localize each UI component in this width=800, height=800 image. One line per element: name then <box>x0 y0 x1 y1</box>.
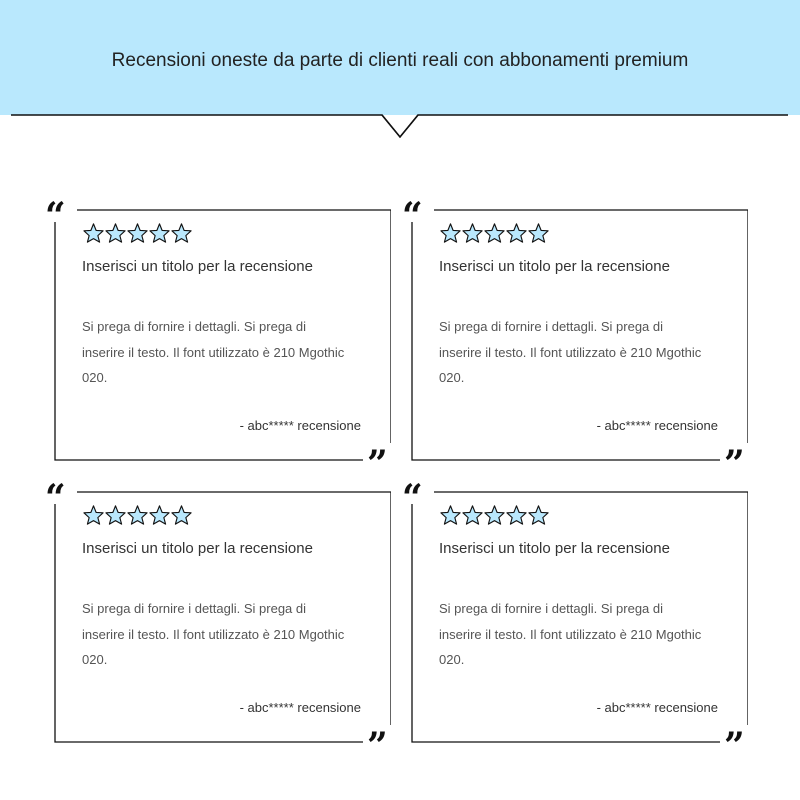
star-rating <box>440 505 549 525</box>
star-icon <box>171 505 192 525</box>
star-icon <box>83 223 104 243</box>
review-title: Inserisci un titolo per la recensione <box>439 540 670 557</box>
review-card <box>402 477 748 767</box>
review-card <box>45 195 391 485</box>
page-title: Recensioni oneste da parte di clienti reali con abbonamenti premium <box>111 50 689 71</box>
star-icon <box>127 505 148 525</box>
star-icon <box>105 223 126 243</box>
star-rating <box>83 505 192 525</box>
review-title: Inserisci un titolo per la recensione <box>439 258 670 275</box>
star-icon <box>440 505 461 525</box>
star-icon <box>83 505 104 525</box>
star-icon <box>462 223 483 243</box>
review-author: - abc***** recensione <box>239 418 361 433</box>
star-icon <box>528 505 549 525</box>
star-icon <box>105 505 126 525</box>
star-icon <box>149 223 170 243</box>
star-icon <box>149 505 170 525</box>
star-icon <box>484 223 505 243</box>
review-author: - abc***** recensione <box>239 700 361 715</box>
star-icon <box>528 223 549 243</box>
star-icon <box>506 223 527 243</box>
review-card <box>45 477 391 767</box>
review-body: Si prega di fornire i dettagli. Si prega di inserire il testo. Il font utilizzato è 210 Mgothic 020. <box>439 319 702 385</box>
review-card <box>402 195 748 485</box>
review-author: - abc***** recensione <box>596 418 718 433</box>
header-divider <box>0 100 800 140</box>
star-rating <box>440 223 549 243</box>
close-quote-icon: ” <box>724 725 745 767</box>
review-body: Si prega di fornire i dettagli. Si prega di inserire il testo. Il font utilizzato è 210 Mgothic 020. <box>82 319 345 385</box>
review-title: Inserisci un titolo per la recensione <box>82 540 313 557</box>
review-title: Inserisci un titolo per la recensione <box>82 258 313 275</box>
open-quote-icon: “ <box>45 195 66 237</box>
close-quote-icon: ” <box>367 725 388 767</box>
review-body: Si prega di fornire i dettagli. Si prega di inserire il testo. Il font utilizzato è 210 Mgothic 020. <box>82 601 345 667</box>
star-icon <box>484 505 505 525</box>
star-icon <box>506 505 527 525</box>
star-icon <box>440 223 461 243</box>
star-icon <box>127 223 148 243</box>
star-icon <box>171 223 192 243</box>
star-rating <box>83 223 192 243</box>
star-icon <box>462 505 483 525</box>
close-quote-icon: ” <box>724 443 745 485</box>
close-quote-icon: ” <box>367 443 388 485</box>
review-body: Si prega di fornire i dettagli. Si prega di inserire il testo. Il font utilizzato è 210 Mgothic 020. <box>439 601 702 667</box>
open-quote-icon: “ <box>45 477 66 519</box>
review-author: - abc***** recensione <box>596 700 718 715</box>
open-quote-icon: “ <box>402 477 423 519</box>
open-quote-icon: “ <box>402 195 423 237</box>
